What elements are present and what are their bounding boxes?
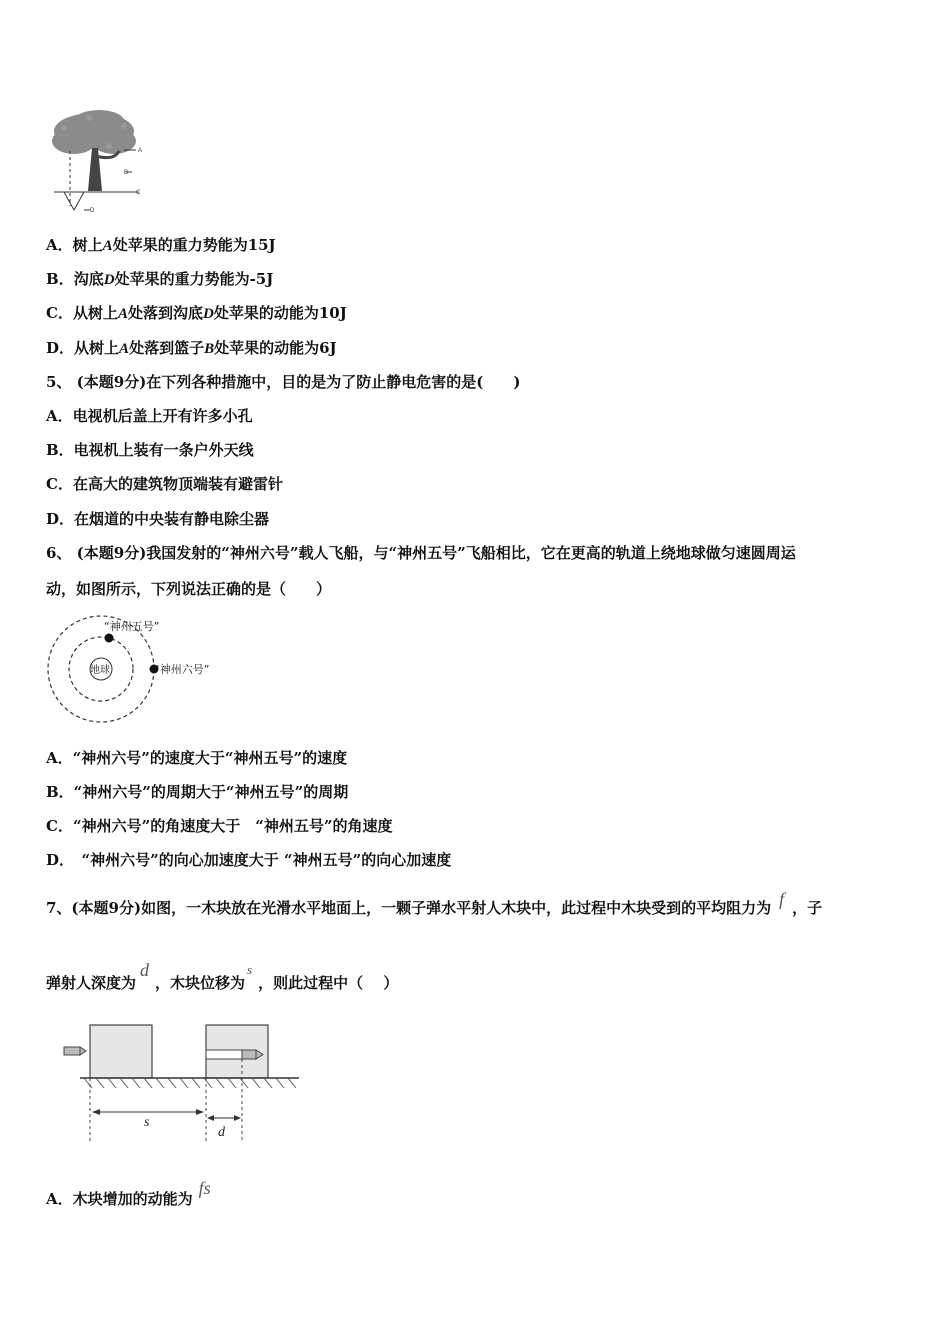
q6-option-d: D． “神州六号”的向心加速度大于 “神州五号”的向心加速度 [46,851,452,869]
orbit-figure [44,614,234,726]
s-label: s [144,1115,150,1130]
q4-option-c: C．从树上A处落到沟底D处苹果的动能为10J [46,304,347,322]
ship5-label: “神州五号” [104,620,160,633]
q7-stem-line2: 弹射人深度为d，木块位移为s，则此过程中（ ） [46,960,399,992]
d-label: d [218,1125,225,1140]
q5-option-b: B．电视机上装有一条户外天线 [46,441,254,459]
bullet-block-figure [44,1016,304,1148]
q6-option-a: A．“神州六号”的速度大于“神州五号”的速度 [46,749,348,767]
math-d: d [140,960,150,980]
q6-option-c: C．“神州六号”的角速度大于 “神州五号”的角速度 [46,817,393,835]
q5-option-d: D．在烟道的中央装有静电除尘器 [46,510,270,528]
tree-apple-figure [44,106,154,218]
math-s: s [247,962,253,977]
math-fs: fs [198,1178,211,1198]
ship6-label: “神州六号” [154,663,210,676]
q4-option-a: A．树上A处苹果的重力势能为15J [46,236,276,254]
q7-option-a: A．木块增加的动能为fs [46,1178,211,1208]
tree-label-d: D [90,208,95,214]
q5-option-a: A．电视机后盖上开有许多小孔 [46,407,253,425]
q4-option-b: B．沟底D处苹果的重力势能为-5J [46,270,274,288]
q7-stem-line1: 7、(本题9分)如图，一木块放在光滑水平地面上，一颗子弹水平射人木块中，此过程中木块受到的平均阻力为 f ，子 [46,889,823,917]
q6-stem-line2: 动，如图所示，下列说法正确的是（ ） [46,580,332,598]
block-before [90,1025,152,1078]
ship5-dot [105,634,114,643]
math-f: f [779,889,785,909]
q5-stem: 5、 (本题9分)在下列各种措施中，目的是为了防止静电危害的是( ) [46,373,521,391]
bullet-before [64,1047,80,1055]
bullet-embedded [206,1050,242,1059]
earth-label: 地球 [90,665,110,676]
q5-option-c: C．在高大的建筑物顶端装有避雷针 [46,475,283,493]
tree-label-b: B [124,170,129,176]
tree-label-c: C [136,190,141,196]
q6-stem-line1: 6、 (本题9分)我国发射的“神州六号”载人飞船，与“神州五号”飞船相比，它在更高的轨道上绕地球做匀速圆周运 [46,544,796,562]
tree-label-a: A [138,148,143,154]
q6-option-b: B．“神州六号”的周期大于“神州五号”的周期 [46,783,349,801]
q4-option-d: D．从树上A处落到篮子B处苹果的动能为6J [46,339,337,357]
